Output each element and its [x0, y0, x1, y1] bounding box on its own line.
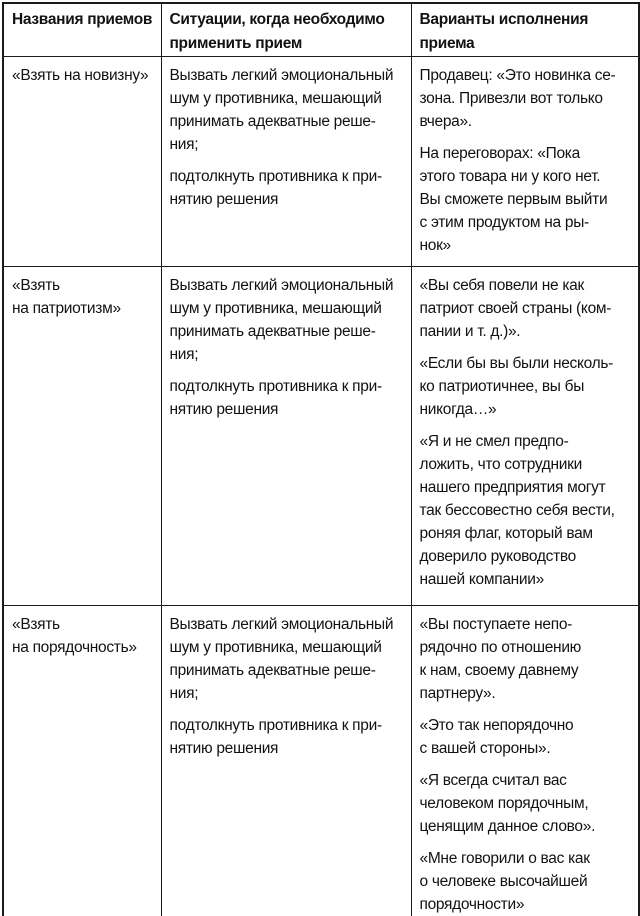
column-header-situations: Ситуации, когда необходимо применить прием: [161, 3, 411, 57]
technique-name-cell: «Взять на порядочность»: [3, 606, 161, 916]
situations-cell: [161, 606, 411, 916]
variants-cell: [411, 606, 639, 916]
paragraph: На переговорах: «Пока этого товара ни у кого нет. Вы сможете первым выйти с этим продуктом на ры- нок»: [419, 145, 608, 254]
paragraph: Вызвать легкий эмоциональный шум у противника, мешающий принимать адекватные реше- ния;: [169, 277, 394, 363]
paragraph: «Я и не смел предпо- ложить, что сотрудники нашего предприятия могут так бессовестно себя вести, роняя флаг, который вам доверило руководство нашей компании»: [419, 433, 615, 588]
technique-name-cell: «Взять на патриотизм»: [3, 267, 161, 606]
variants-cell: [411, 57, 639, 267]
table-row: [3, 57, 639, 267]
situations-cell: [161, 57, 411, 267]
column-header-names: Названия приемов: [3, 3, 161, 57]
paragraph: «Если бы вы были несколь- ко патриотичнее, вы бы никогда…»: [419, 355, 614, 418]
paragraph: «Мне говорили о вас как о человеке высочайшей порядочности»: [419, 850, 590, 913]
paragraph: Продавец: «Это новинка се- зона. Привезли вот только вчера».: [419, 67, 616, 130]
paragraph: «Это так непорядочно с вашей стороны».: [419, 717, 574, 757]
variants-cell: [411, 267, 639, 606]
column-header-variants: Варианты исполнения приема: [411, 3, 639, 57]
header-row: [3, 3, 639, 57]
paragraph: Вызвать легкий эмоциональный шум у противника, мешающий принимать адекватные реше- ния;: [169, 616, 394, 702]
technique-name-cell: «Взять на новизну»: [3, 57, 161, 267]
paragraph: подтолкнуть противника к при- нятию решения: [169, 168, 382, 208]
situations-cell: [161, 267, 411, 606]
table-row: [3, 606, 639, 916]
techniques-table: [2, 2, 640, 916]
paragraph: подтолкнуть противника к при- нятию решения: [169, 717, 382, 757]
paragraph: подтолкнуть противника к при- нятию решения: [169, 378, 382, 418]
paragraph: «Вы себя повели не как патриот своей страны (ком- пании и т. д.)».: [419, 277, 612, 340]
paragraph: Вызвать легкий эмоциональный шум у противника, мешающий принимать адекватные реше- ния;: [169, 67, 394, 153]
table-row: [3, 267, 639, 606]
paragraph: «Я всегда считал вас человеком порядочным, ценящим данное слово».: [419, 772, 596, 835]
paragraph: «Вы поступаете непо- рядочно по отношению к нам, своему давнему партнеру».: [419, 616, 582, 702]
